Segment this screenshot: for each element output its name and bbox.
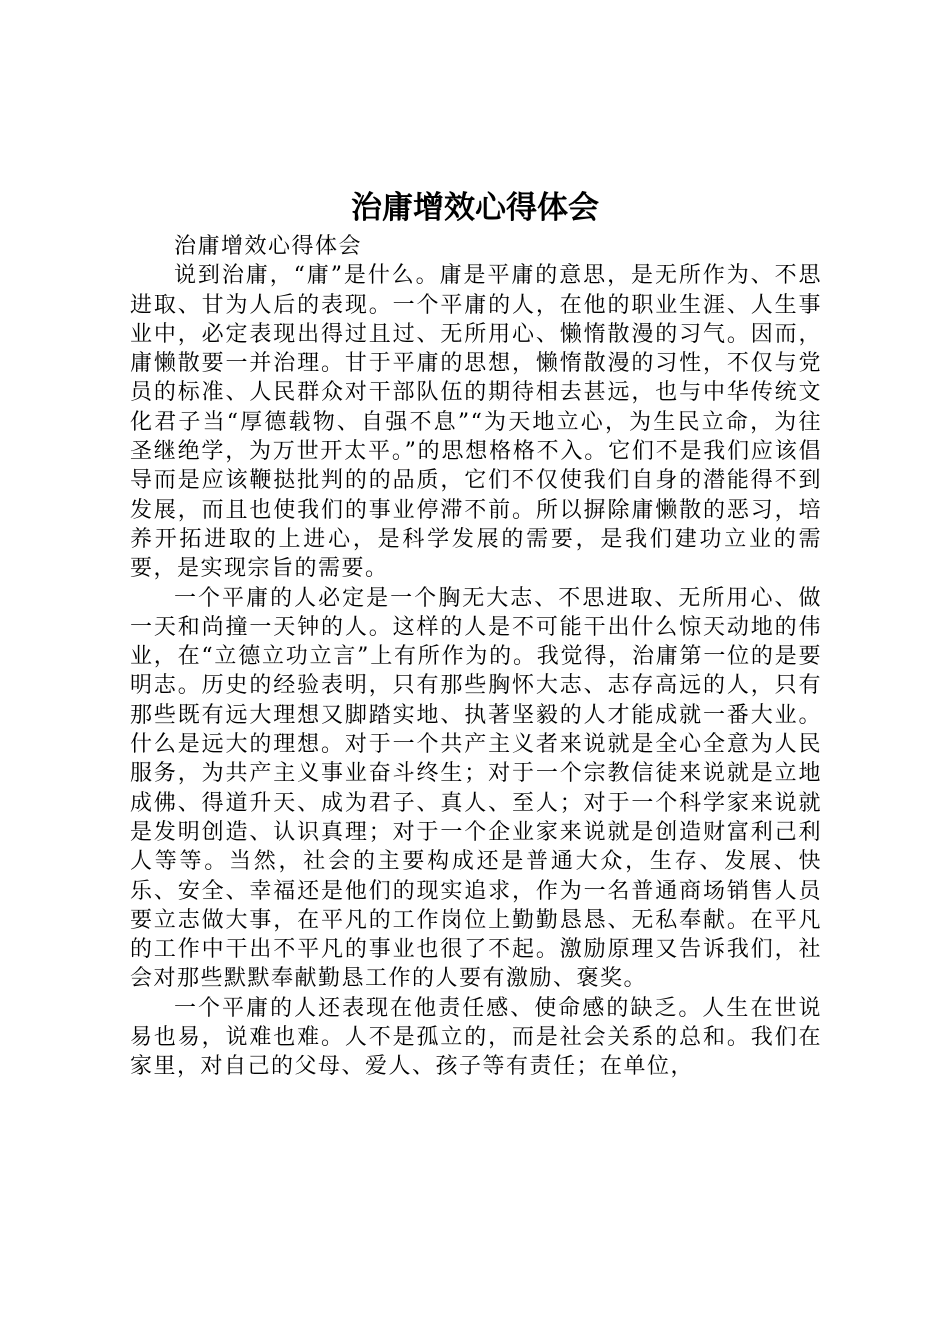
paragraph-3: 一个平庸的人还表现在他责任感、使命感的缺乏。人生在世说易也易，说难也难。人不是孤立的，而是社会关系的总和。我们在家里，对自己的父母、爱人、孩子等有责任；在单位， xyxy=(130,995,822,1080)
paragraph-subtitle: 治庸增效心得体会 xyxy=(174,234,363,259)
document-body xyxy=(130,232,822,1082)
paragraph-2: 一个平庸的人必定是一个胸无大志、不思进取、无所用心、做一天和尚撞一天钟的人。这样的人是不可能干出什么惊天动地的伟业，在“立德立功立言”上有所作为的。我觉得，治庸第一位的是要明志。历史的经验表明，只有那些胸怀大志、志存高远的人，只有那些既有远大理想又脚踏实地、执著坚毅的人才能成就一番大业。什么是远大的理想。对于一个共产主义者来说就是全心全意为人民服务，为共产主义事业奋斗终生；对于一个宗教信徒来说就是立地成佛、得道升天、成为君子、真人、至人；对于一个科学家来说就是发明创造、认识真理；对于一个企业家来说就是创造财富利己利人等等。当然，社会的主要构成还是普通大众，生存、发展、快乐、安全、幸福还是他们的现实追求，作为一名普通商场销售人员要立志做大事，在平凡的工作岗位上勤勤恳恳、无私奉献。在平凡的工作中干出不平凡的事业也很了不起。激励原理又告诉我们，社会对那些默默奉献勤恳工作的人要有激励、褒奖。 xyxy=(130,585,822,992)
document-title: 治庸增效心得体会 xyxy=(351,190,599,226)
paragraph-1: 说到治庸，“庸”是什么。庸是平庸的意思，是无所作为、不思进取、甘为人后的表现。一个平庸的人，在他的职业生涯、人生事业中，必定表现出得过且过、无所用心、懒惰散漫的习气。因而，庸懒散要一并治理。甘于平庸的思想，懒惰散漫的习性，不仅与党员的标准、人民群众对干部队伍的期待相去甚远，也与中华传统文化君子当“厚德载物、自强不息”“为天地立心，为生民立命，为往圣继绝学，为万世开太平。”的思想格格不入。它们不是我们应该倡导而是应该鞭挞批判的的品质，它们不仅使我们自身的潜能得不到发展，而且也使我们的事业停滞不前。所以摒除庸懒散的恶习，培养开拓进取的上进心，是科学发展的需要，是我们建功立业的需要，是实现宗旨的需要。 xyxy=(130,263,822,582)
